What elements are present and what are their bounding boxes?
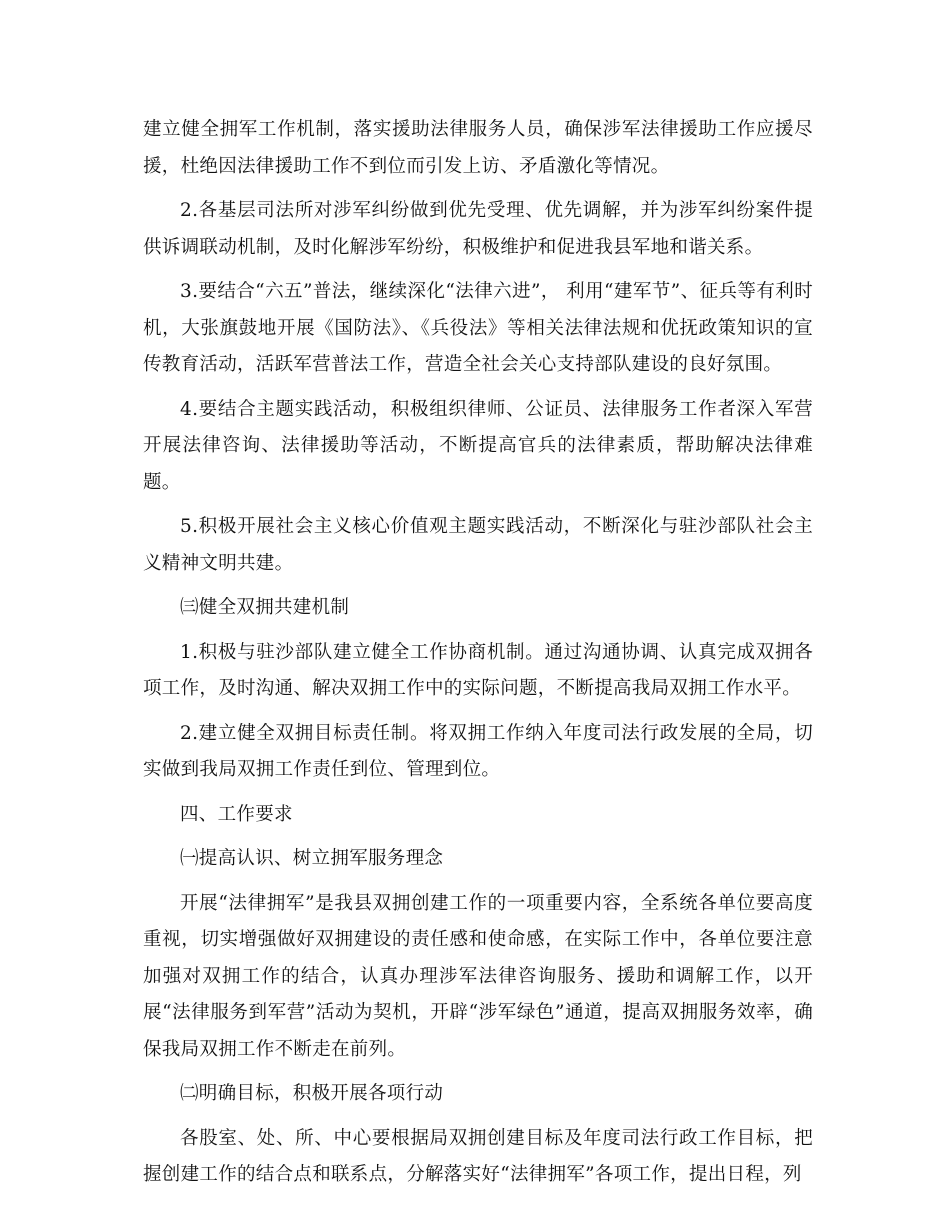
- paragraph-item-4-legal-consultation: 4.要结合主题实践活动，积极组织律师、公证员、法律服务工作者深入军营开展法律咨询、法律援助等活动，不断提高官兵的法律素质，帮助解决法律难题。: [143, 398, 813, 493]
- subsection-heading-raise-awareness: ㈠提高认识、树立拥军服务理念: [180, 848, 444, 869]
- section-heading-co-building-mechanism: ㈢健全双拥共建机制: [180, 597, 350, 618]
- document-body: [143, 112, 813, 1202]
- paragraph-item-2-responsibility-system: 2.建立健全双拥目标责任制。将双拥工作纳入年度司法行政发展的全局，切实做到我局双拥工作责任到位、管理到位。: [143, 722, 813, 780]
- paragraph-item-5-core-values: 5.积极开展社会主义核心价值观主题实践活动，不断深化与驻沙部队社会主义精神文明共建。: [143, 516, 813, 574]
- paragraph-departments-goals: 各股室、处、所、中心要根据局双拥创建目标及年度司法行政工作目标，把握创建工作的结合点和联系点，分解落实好“法律拥军”各项工作，提出日程，列: [143, 1127, 813, 1185]
- section-heading-work-requirements: 四、工作要求: [180, 803, 293, 825]
- paragraph-legal-support-army: 开展“法律拥军”是我县双拥创建工作的一项重要内容，全系统各单位要高度重视，切实增强做好双拥建设的责任感和使命感，在实际工作中，各单位要注意加强对双拥工作的结合，认真办理涉军法律咨询服务、援助和调解工作，以开展“法律服务到军营”活动为契机，开辟“涉军绿色”通道，提高双拥服务效率，确保我局双拥工作不断走在前列。: [143, 892, 813, 1060]
- paragraph-item-3-legal-publicity: 3.要结合“六五”普法，继续深化“法律六进”， 利用“建军节”、征兵等有利时机，大张旗鼓地开展《国防法》、《兵役法》等相关法律法规和优抚政策知识的宣传教育活动，活跃军营普法工作，营造全社会关心支持部队建设的良好氛围。: [143, 281, 813, 375]
- paragraph-item-1-consultation-mechanism: 1.积极与驻沙部队建立健全工作协商机制。通过沟通协调、认真完成双拥各项工作，及时沟通、解决双拥工作中的实际问题，不断提高我局双拥工作水平。: [143, 641, 813, 699]
- paragraph-item-2-judicial-offices: 2.各基层司法所对涉军纠纷做到优先受理、优先调解，并为涉军纠纷案件提供诉调联动机制，及时化解涉军纷纷，积极维护和促进我县军地和谐关系。: [143, 200, 813, 258]
- subsection-heading-clear-goals: ㈡明确目标，积极开展各项行动: [180, 1083, 444, 1104]
- paragraph-legal-aid-mechanism: 建立健全拥军工作机制，落实援助法律服务人员，确保涉军法律援助工作应援尽援，杜绝因法律援助工作不到位而引发上访、矛盾激化等情况。: [143, 119, 813, 177]
